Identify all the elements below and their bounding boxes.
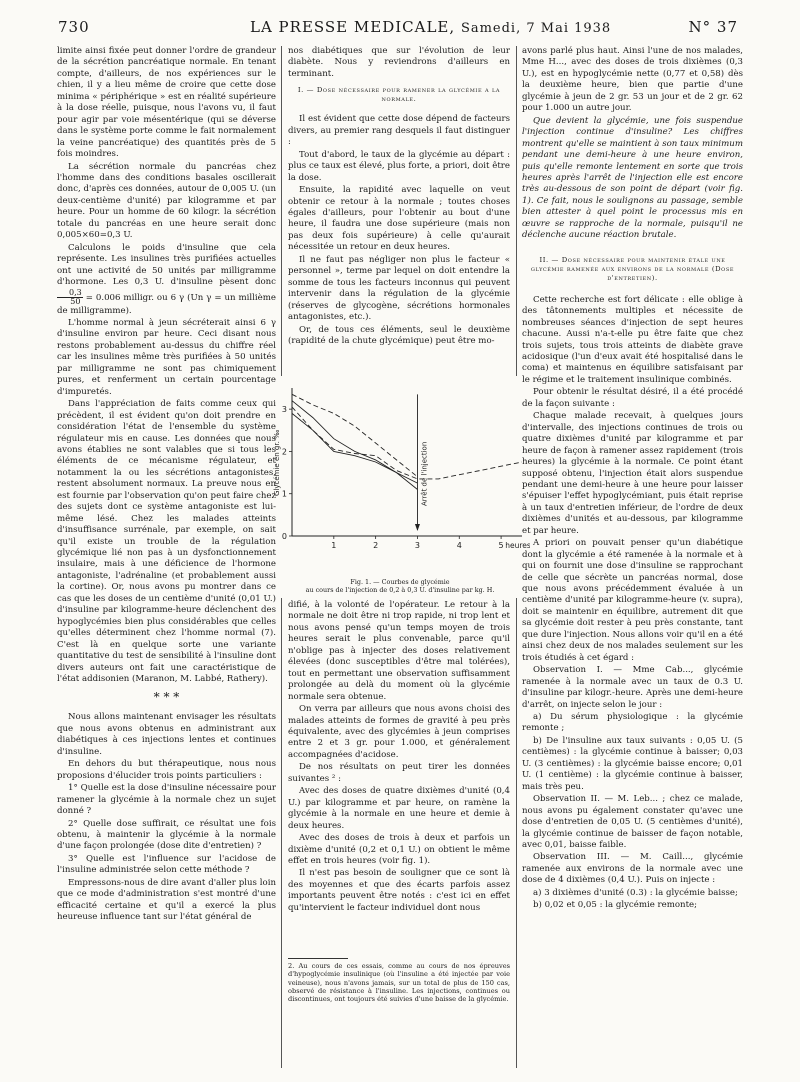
y-tick-label: 0: [281, 532, 287, 541]
issue-number: N° 37: [688, 18, 738, 36]
paragraph: Il ne faut pas négliger non plus le facteur « personnel », terme par lequel on doit entendre la somme de tous les facteurs inconnus qui peuvent intervenir dans la régulation de la glycémie (réserves de glycogène, sécrétions hormonales antagonistes, etc.).: [288, 254, 510, 323]
fraction-denominator: 50: [70, 296, 81, 306]
paragraph: avons parlé plus haut. Ainsi l'une de nos malades, Mme H..., avec des doses de trois dixièmes (0,3 U.), est en hypoglycémie nette (0,77 et 0,58) dès la deuxième heure, bien que partie d'une glycémie à jeun de 2 gr. 53 un jour et de 2 gr. 62 pour 1.000 un autre jour.: [522, 46, 743, 114]
paragraph: A priori on pouvait penser qu'un diabétique dont la glycémie a été ramenée à la normale et à qui on fournit une dose d'insuline se rapprochant de celle que sécrète un pancréas normal, dose que nous avons précédemment évaluée à un centième d'unité par kilogramme-heure (v. supra), doit se maintenir en équilibre, autrement dit que sa glycémie doit rester à peu près constante, tant que dure l'injection. Nous allons voir qu'il en a été ainsi chez deux de nos malades seulement sur les trois étudiés à cet égard :: [522, 538, 743, 663]
paragraph: On verra par ailleurs que nous avons choisi des malades atteints de formes de gravité à peu près équivalente, avec des glycémies à jeun comprises entre 2 et 3 gr. pour 1.000, et généralement accompagnées d'acidose.: [288, 704, 510, 760]
x-tick-label: 3: [414, 541, 421, 550]
page-header: [0, 14, 800, 38]
paragraph: En dehors du but thérapeutique, nous nous proposions d'élucider trois points particuliers :: [57, 759, 276, 781]
observation-item: b) De l'insuline aux taux suivants : 0,05 U. (5 centièmes) : la glycémie continue à baisser; 0,03 U. (3 centièmes) : la glycémie baisse encore; 0,01 U. (1 centième) : la glycémie continue à baisser, mais très peu.: [522, 735, 743, 792]
observation: Observation II. — M. Leb... ; chez ce malade, nous avons pu également constater qu'avec une dose d'entretien de 0,05 U. (5 centièmes d'unité), la glycémie continue de baisser de façon notable, avec 0,01, baisse faible.: [522, 794, 743, 850]
journal-title: [250, 18, 611, 36]
paragraph: nos diabétiques que sur l'évolution de leur diabète. Nous y reviendrons d'ailleurs en terminant.: [288, 46, 510, 79]
paragraph: Tout d'abord, le taux de la glycémie au départ : plus ce taux est élevé, plus forte, a priori, doit être la dose.: [288, 149, 510, 183]
paragraph: Or, de tous ces éléments, seul le deuxième (rapidité de la chute glycémique) peut être mo-: [288, 324, 510, 346]
caption-line: au cours de l'injection de 0,2 à 0,3 U. d'insuline par kg. H.: [305, 586, 495, 595]
chart-labels: [273, 405, 530, 550]
x-tick-label: 1: [331, 541, 337, 550]
section-title: I. — Dose nécessaire pour ramener la glycémie a la normale.: [297, 86, 501, 104]
footnote: 2. Au cours de ces essais, comme au cours de nos épreuves d'hypoglycémie insulinique (où l'insuline a été injectée par voie veineuse), nous n'avons jamais, sur un total de plus de 150 cas, observé de résistance à l'insuline. Les injections, continues ou discontinues, ont toujours été suivies d'une baisse de la glycémie.: [288, 962, 510, 1004]
paragraph: Chaque malade recevait, à quelques jours d'intervalle, des injections continues de trois ou quatre dixièmes d'unité par kilogramme et par heure de façon à ramener assez rapidement (trois heures) la glycémie à la normale. Ce point étant supposé obtenu, l'injection était alors suspendue pendant une demi-heure à une heure pour laisser s'épuiser l'effet hypoglycémiant, puis était reprise à un taux d'entretien inférieur, de l'ordre de deux dixièmes d'unités et au-dessous, par kilogramme et par heure.: [522, 411, 743, 536]
y-tick-label: 2: [281, 447, 287, 457]
paragraph: L'homme normal à jeun sécréterait ainsi 6 γ d'insuline environ par heure. Ceci disant nous restons probablement au-dessus du chiffre réel car les insulines même très purifiées à 50 unités par milligramme ne sont pas chimiquement pures, et renferment un certain pourcentage d'impuretés.: [57, 317, 276, 397]
paragraph: 2° Quelle dose suffirait, ce résultat une fois obtenu, à maintenir la glycémie à la normale d'une façon prolongée (dose dite d'entretien) ?: [57, 818, 276, 852]
paragraph-text: = 0.006 milligr. ou 6 γ (Un γ = un millième de milligramme).: [57, 292, 276, 316]
paragraph: Que devient la glycémie, une fois suspendue l'injection continue d'insuline? Les chiffres montrent qu'elle se maintient à son taux minimum pendant une demi-heure à une heure environ, puis qu'elle remonte lentement en sorte que trois heures après l'arrêt de l'injection elle est encore très au-dessous de son point de départ (voir fig. 1). Ce fait, nous le soulignons au passage, semble bien attester à quel point le processus mis en œuvre se rapproche de la normale, puisqu'il ne déclenche aucune réaction brutale.: [522, 115, 743, 241]
y-tick-label: 1: [281, 489, 287, 499]
paragraph: De nos résultats on peut tirer les données suivantes ² :: [288, 762, 510, 784]
paragraph: Empressons-nous de dire avant d'aller plus loin que ce mode d'administration s'est montré d'une efficacité certaine et qu'il a exercé la plus heureuse influence tant sur l'état général de: [57, 877, 276, 923]
column-rule: [516, 46, 517, 376]
series-line: [292, 394, 418, 477]
x-tick-label: 2: [373, 541, 379, 550]
paragraph: Ensuite, la rapidité avec laquelle on veut obtenir ce retour à la normale ; toutes choses égales d'ailleurs, pour l'obtenir au bout d'une heure, il faudra une dose supérieure (mais non pas deux fois supérieure) à celle qu'aurait nécessitée un retour en deux heures.: [288, 185, 510, 253]
observation: Observation I. — Mme Cab..., glycémie ramenée à la normale avec un taux de 0.3 U. d'insuline par kilogr.-heure. Après une demi-heure d'arrêt, on injecte selon le jour :: [522, 665, 743, 710]
column-rule: [281, 598, 282, 1068]
column-middle-bottom: [288, 600, 510, 915]
column-middle-top: [288, 46, 510, 348]
figure-caption: [270, 578, 530, 594]
paragraph: 1° Quelle est la dose d'insuline nécessaire pour ramener la glycémie à la normale chez un sujet donné ?: [57, 783, 276, 817]
fraction-numerator: 0,3: [57, 289, 83, 298]
x-tick-label: 5: [498, 541, 504, 550]
observation-item: a) 3 dixièmes d'unité (0.3) : la glycémie baisse;: [533, 887, 738, 898]
column-rule: [281, 46, 282, 376]
paragraph: Dans l'appréciation de faits comme ceux qui précèdent, il est évident qu'on doit prendre en considération l'état de l'ensemble du système régulateur mis en cause. Les données que nous avons établies ne sont valables que si tous les éléments de ce mécanisme régulateur, et notamment la ou les sécrétions antagonistes, restent absolument normaux. La preuve nous en est fournie par l'observation qu'on peut faire chez des sujets dont ce système antagoniste est lui-même lésé. Chez les malades atteints d'insuffisance surrénale, par exemple, on sait qu'il existe un trouble de la régulation glycémique lié non pas à un dysfonctionnement insulaire, mais à une déficience de l'hormone antagoniste, l'adrénaline (et probablement aussi la cortine). Or, nous avons pu montrer dans ce cas que les doses de un centième d'unité (0,01 U.) d'insuline par kilogramme-heure déclenchent des hypoglycémies bien plus considérables que celles qu'elles déterminent chez l'homme normal (7). C'est là en quelque sorte une variante quantitative du test de sensibilité à l'insuline dont divers auteurs ont fait une caractéristique de l'état addisonien (Maranon, M. Labbé, Rathery).: [57, 399, 276, 685]
paragraph: Cette recherche est fort délicate : elle oblige à des tâtonnements multiples et nécessite de nombreuses séances d'injection de sept heures chacune. Aussi n'a-t-elle pu être faite que chez trois sujets, tous trois atteints de diabète grave acidosique (l'un d'eux avait été hospitalisé dans le coma) et maintenus en équilibre satisfaisant par le régime et le traitement insulinique combinés.: [522, 294, 743, 385]
column-rule: [516, 598, 517, 1068]
paragraph: Il n'est pas besoin de souligner que ce sont là des moyennes et que des écarts parfois assez importants peuvent être notés : c'est ici en effet qu'intervient le facteur individuel dont nous: [288, 868, 510, 913]
series-line: [292, 401, 418, 483]
section-title: II. — Dose nécessaire pour maintenir étale une glycémie ramenée aux environs de la normale (Dose d'entretien).: [530, 255, 735, 282]
paragraph: [57, 243, 276, 317]
x-tick-label: 4: [456, 541, 462, 550]
footnote-rule: [288, 958, 348, 959]
paragraph: Pour obtenir le résultat désiré, il a été procédé de la façon suivante :: [522, 387, 743, 409]
y-axis-label: Glycémie en gr. ‰: [273, 429, 281, 496]
section-separator: * * *: [153, 690, 180, 705]
column-left: [57, 46, 276, 925]
paragraph: Avec des doses de trois à deux et parfois un dixième d'unité (0,2 et 0,1 U.) on obtient le même effet en trois heures (voir fig. 1).: [288, 833, 510, 866]
page-number: 730: [58, 18, 90, 36]
paragraph: La sécrétion normale du pancréas chez l'homme dans des conditions basales oscillerait donc, d'après ces données, autour de 0,005 U. (un deux-centième d'unité) par kilogramme et par heure. Pour un homme de 60 kilogr. la sécrétion totale du pancréas en une heure serait donc 0,005×60=0,3 U.: [57, 161, 276, 241]
paragraph: Avec des doses de quatre dixièmes d'unité (0,4 U.) par kilogramme et par heure, on ramène la glycémie à la normale en une heure et demie à deux heures.: [288, 786, 510, 831]
glycemia-chart: [270, 378, 530, 578]
caption-line: Fig. 1. — Courbes de glycémie: [350, 578, 450, 586]
column-right: [522, 46, 743, 913]
x-axis-label: heures: [505, 541, 530, 550]
figure-1: [270, 378, 530, 596]
paragraph: 3° Quelle est l'influence sur l'acidose de l'insuline administrée selon cette méthode ?: [57, 853, 276, 876]
chart-series: [292, 394, 522, 531]
paragraph: limite ainsi fixée peut donner l'ordre de grandeur de la sécrétion pancréatique normale. En tenant compte, d'ailleurs, de nos expériences sur le chien, il y a lieu même de croire que cette dose minima « périphérique » est en réalité supérieure à la dose réelle, puisque, nous l'avons vu, il faut pour agir par voie mésentérique (qui se déverse dans le système porte comme le fait normalement la veine pancréatique) des quantités près de 5 fois moindres.: [57, 46, 276, 160]
annotation-label: Arrêt de l'injection: [420, 441, 429, 506]
y-tick-label: 3: [281, 405, 287, 415]
observation-item: a) Du sérum physiologique : la glycémie remonte ;: [522, 712, 743, 734]
fraction: [57, 289, 83, 306]
observation: Observation III. — M. Caill..., glycémie ramenée aux environs de la normale avec une dose de 4 dixièmes (0,4 U.). Puis on injecte :: [522, 852, 743, 886]
paragraph: Il est évident que cette dose dépend de facteurs divers, au premier rang desquels il faut distinguer :: [288, 114, 510, 148]
issue-date: Samedi, 7 Mai 1938: [460, 21, 612, 36]
paragraph: difié, à la volonté de l'opérateur. Le retour à la normale ne doit être ni trop rapide, ni trop lent et nous avons pensé qu'un temps moyen de trois heures serait le plus convenable, parce qu'il n'oblige pas à injecter des doses relativement élevées (donc susceptibles d'être mal tolérées), tout en permettant une observation suffisamment prolongée au delà du moment où la glycémie normale sera obtenue.: [288, 600, 510, 702]
chart-axes: [289, 388, 522, 539]
arrow-head: [415, 524, 420, 531]
paragraph: Nous allons maintenant envisager les résultats que nous avons obtenus en administrant aux diabétiques à ces injections lentes et continues d'insuline.: [57, 712, 276, 757]
journal-name: LA PRESSE MEDICALE,: [250, 18, 456, 36]
observation-item: b) 0,02 et 0,05 : la glycémie remonte;: [533, 900, 698, 911]
paragraph-text: Calculons le poids d'insuline que cela représente. Les insulines très purifiées actuelles ont une activité de 50 unités par milligramme d'hormone. Les 0,3 U. d'insuline pèsent donc: [57, 242, 276, 288]
